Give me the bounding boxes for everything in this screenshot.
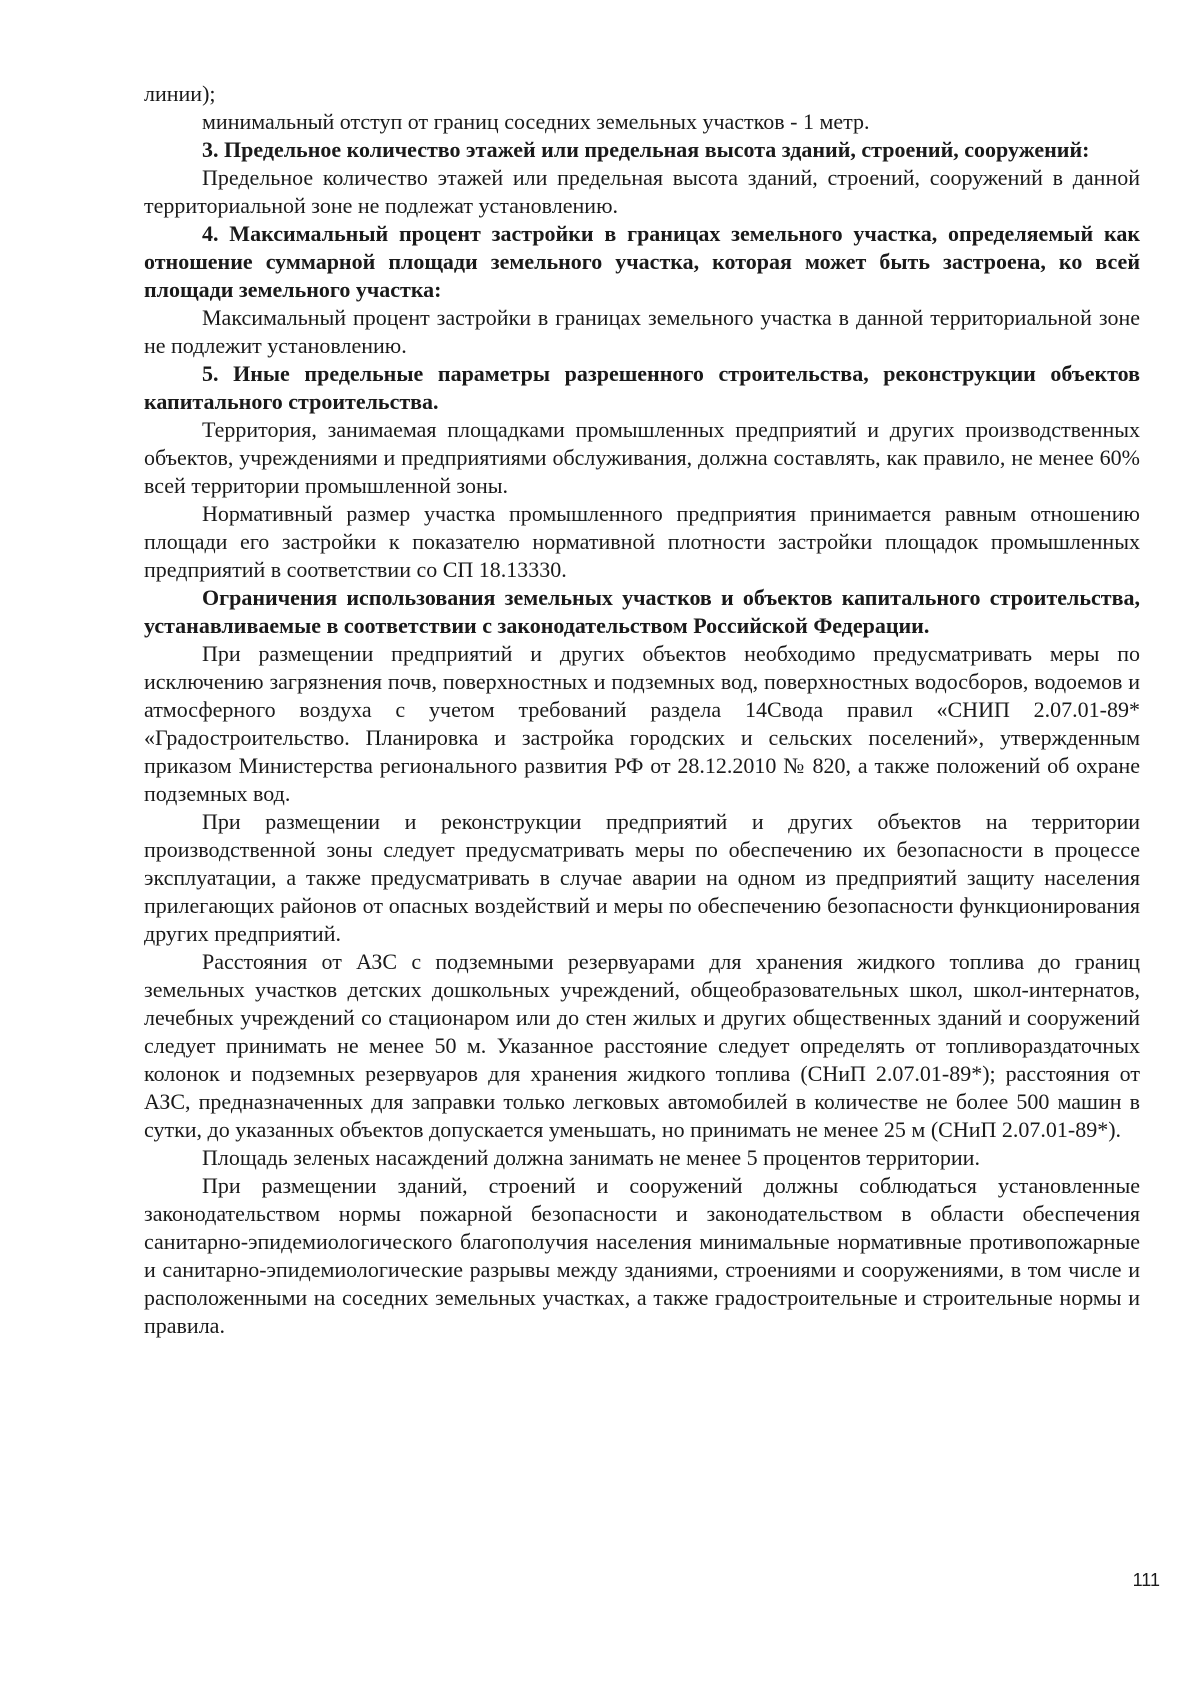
paragraph-normative-size: Нормативный размер участка промышленного предприятия принимается равным отношению площади его застройки к показателю нормативной плотности застройки площадок промышленных предприятий в соответствии со СП 18.13330. (144, 501, 1140, 582)
document-body (144, 80, 1140, 1340)
page-number: 111 (1132, 1570, 1160, 1590)
paragraph-gas-station-distances: Расстояния от АЗС с подземными резервуарами для хранения жидкого топлива до границ земельных участков детских дошкольных учреждений, общеобразовательных школ, школ-интернатов, лечебных учреждений со стационаром или до стен жилых и других общественных зданий и сооружений следует принимать не менее 50 м. Указанное расстояние следует определять от топливораздаточных колонок и подземных резервуаров для хранения жидкого топлива (СНиП 2.07.01-89*); расстояния от АЗС, предназначенных для заправки только легковых автомобилей в количестве не более 500 машин в сутки, до указанных объектов допускается уменьшать, но принимать не менее 25 м (СНиП 2.07.01-89*). (144, 949, 1140, 1142)
paragraph-max-floors: Предельное количество этажей или предельная высота зданий, строений, сооружений в данной территориальной зоне не подлежат установлению. (144, 165, 1140, 218)
paragraph-green-area: Площадь зеленых насаждений должна занимать не менее 5 процентов территории. (202, 1145, 980, 1170)
paragraph-min-setback: минимальный отступ от границ соседних земельных участков - 1 метр. (202, 109, 870, 134)
paragraph-line-end: линии); (144, 81, 216, 106)
paragraph-industrial-territory: Территория, занимаемая площадками промышленных предприятий и других производственных объектов, учреждениями и предприятиями обслуживания, должна составлять, как правило, не менее 60% всей территории промышленной зоны. (144, 417, 1140, 498)
heading-max-floors: 3. Предельное количество этажей или предельная высота зданий, строений, сооружений: (202, 137, 1090, 162)
paragraph-safety: При размещении и реконструкции предприятий и других объектов на территории производственной зоны следует предусматривать меры по обеспечению их безопасности в процессе эксплуатации, а также предусматривать в случае аварии на одном из предприятий защиту населения прилегающих районов от опасных воздействий и меры по обеспечению безопасности функционирования других предприятий. (144, 809, 1140, 946)
paragraph-max-coverage: Максимальный процент застройки в границах земельного участка в данной территориальной зоне не подлежит установлению. (144, 305, 1140, 358)
paragraph-fire-safety: При размещении зданий, строений и сооружений должны соблюдаться установленные законодательством нормы пожарной безопасности и законодательством в области обеспечения санитарно-эпидемиологического благополучия населения минимальные нормативные противопожарные и санитарно-эпидемиологические разрывы между зданиями, строениями и сооружениями, в том числе и расположенными на соседних земельных участках, а также градостроительные и строительные нормы и правила. (144, 1173, 1140, 1338)
heading-other-parameters: 5. Иные предельные параметры разрешенного строительства, реконструкции объектов капитального строительства. (144, 361, 1140, 414)
heading-restrictions: Ограничения использования земельных участков и объектов капитального строительства, устанавливаемые в соответствии с законодательством Российской Федерации. (144, 585, 1140, 638)
heading-max-coverage: 4. Максимальный процент застройки в границах земельного участка, определяемый как отношение суммарной площади земельного участка, которая может быть застроена, ко всей площади земельного участка: (144, 221, 1140, 302)
paragraph-pollution-prevention: При размещении предприятий и других объектов необходимо предусматривать меры по исключению загрязнения почв, поверхностных и подземных вод, поверхностных водосборов, водоемов и атмосферного воздуха с учетом требований раздела 14Свода правил «СНИП 2.07.01-89* «Градостроительство. Планировка и застройка городских и сельских поселений», утвержденным приказом Министерства регионального развития РФ от 28.12.2010 № 820, а также положений об охране подземных вод. (144, 641, 1140, 806)
